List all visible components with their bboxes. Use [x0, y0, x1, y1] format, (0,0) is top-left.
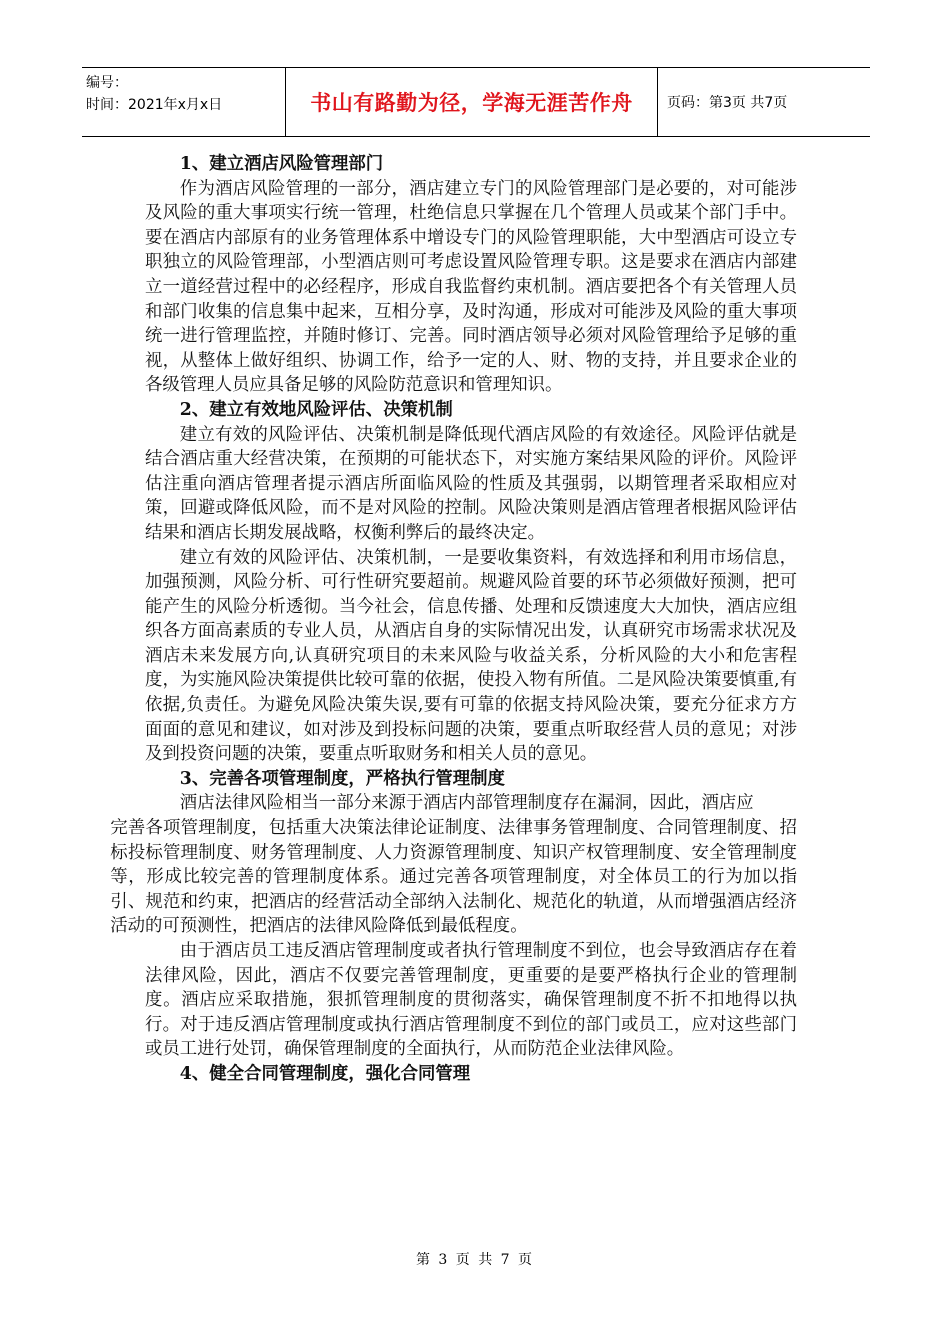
header-meta: [82, 68, 285, 136]
section-3-paragraph-3: 由于酒店员工违反酒店管理制度或者执行管理制度不到位，也会导致酒店存在着法律风险，因此，酒店不仅要完善管理制度，更重要的是要严格执行企业的管理制度。酒店应采取措施，狠抓管理制度的贯彻落实，确保管理制度不折不扣地得以执行。对于违反酒店管理制度或执行酒店管理制度不到位的部门或员工，应对这些部门或员工进行处罚，确保管理制度的全面执行，从而防范企业法律风险。: [145, 941, 797, 1060]
section-1-title: 1、建立酒店风险管理部门: [179, 154, 384, 174]
section-3-title: 3、完善各项管理制度，严格执行管理制度: [179, 768, 505, 789]
section-3-paragraph-2: 完善各项管理制度，包括重大决策法律论证制度、法律事务管理制度、合同管理制度、招标投标管理制度、财务管理制度、人力资源管理制度、知识产权管理制度、安全管理制度等，形成比较完善的管理制度体系。通过完善各项管理制度，对全体员工的行为加以指引、规范和约束，把酒店的经营活动全部纳入法制化、规范化的轨道，从而增强酒店经济活动的可预测性，把酒店的法律风险降低到最低程度。: [110, 818, 797, 937]
document-number-label: 编号：: [86, 75, 128, 91]
section-3-paragraph-1: 酒店法律风险相当一部分来源于酒店内部管理制度存在漏洞，因此，酒店应: [179, 793, 754, 814]
page-footer: 第 3 页 共 7 页: [415, 1252, 535, 1268]
section-2-title: 2、建立有效地风险评估、决策机制: [179, 399, 453, 420]
section-2-paragraph-2: 建立有效的风险评估、决策机制，一是要收集资料，有效选择和利用市场信息，加强预测，风险分析、可行性研究要超前。规避风险首要的环节必须做好预测，把可能产生的风险分析透彻。当今社会，信息传播、处理和反馈速度大大加快，酒店应组织各方面高素质的专业人员，从酒店自身的实际情况出发，认真研究市场需求状况及酒店未来发展方向,认真研究项目的未来风险与收益关系，分析风险的大小和危害程度，为实施风险决策提供比较可靠的依据，使投入物有所值。二是风险决策要慎重,有依据,负责任。为避免风险决策失误,要有可靠的依据支持风险决策，要充分征求方方面面的意见和建议，如对涉及到投标问题的决策，要重点听取经营人员的意见；对涉及到投资问题的决策，要重点听取财务和相关人员的意见。: [145, 547, 797, 765]
header-page-number: 页码：第3页 共7页: [667, 95, 788, 111]
page-header: [82, 67, 870, 137]
document-time-label: 时间：2021年x月x日: [86, 97, 223, 113]
header-motto: 书山有路勤为径，学海无涯苦作舟: [285, 68, 658, 136]
section-4-title: 4、健全合同管理制度，强化合同管理: [179, 1063, 471, 1084]
document-body: [110, 152, 797, 1087]
section-2-paragraph-1: 建立有效的风险评估、决策机制是降低现代酒店风险的有效途径。风险评估就是结合酒店重大经营决策，在预期的可能状态下，对实施方案结果风险的评价。风险评估注重向酒店管理者提示酒店所面临风险的性质及其强弱，以期管理者采取相应对策，回避或降低风险，而不是对风险的控制。风险决策则是酒店管理者根据风险评估结果和酒店长期发展战略，权衡利弊后的最终决定。: [145, 424, 797, 543]
section-1-paragraph: 作为酒店风险管理的一部分，酒店建立专门的风险管理部门是必要的，对可能涉及风险的重大事项实行统一管理，杜绝信息只掌握在几个管理人员或某个部门手中。要在酒店内部原有的业务管理体系中增设专门的风险管理职能，大中型酒店可设立专职独立的风险管理部，小型酒店则可考虑设置风险管理专职。这是要求在酒店内部建立一道经营过程中的必经程序，形成自我监督约束机制。酒店要把各个有关管理人员和部门收集的信息集中起来，互相分享，及时沟通，形成对可能涉及风险的重大事项统一进行管理监控，并随时修订、完善。同时酒店领导必须对风险管理给予足够的重视，从整体上做好组织、协调工作，给予一定的人、财、物的支持，并且要求企业的各级管理人员应具备足够的风险防范意识和管理知识。: [145, 178, 797, 396]
